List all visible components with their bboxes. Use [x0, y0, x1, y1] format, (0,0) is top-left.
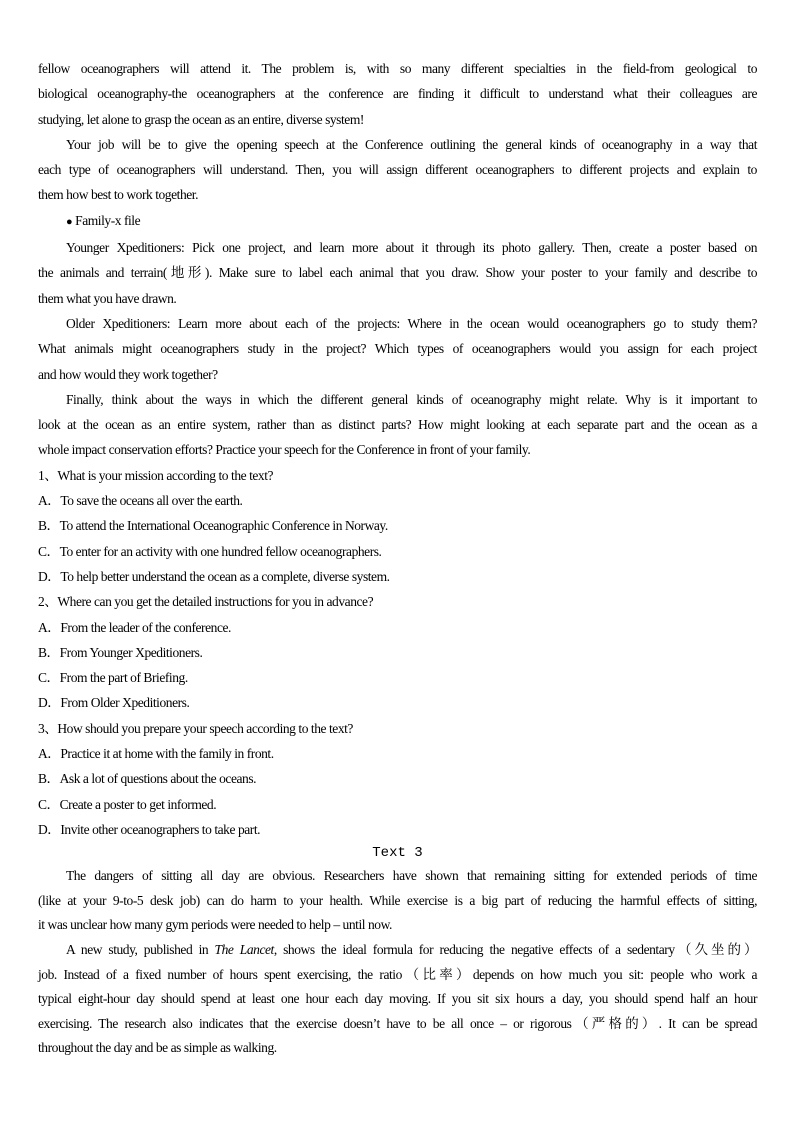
bullet-icon: ● — [66, 215, 73, 228]
text3-heading: Text 3 — [372, 845, 423, 862]
passage-paragraph-4 — [38, 311, 757, 387]
passage-line: biological oceanography-the oceanographers at the conference are finding it difficult to understand what their colleagues are — [38, 86, 757, 102]
question-2 — [38, 589, 757, 715]
question-3-option-d: D．Invite other oceanographers to take part. — [38, 821, 261, 837]
question-2-option-b: B．From Younger Xpeditioners. — [38, 644, 203, 660]
question-3-option-a: A．Practice it at home with the family in front. — [38, 746, 274, 762]
passage-line: Finally, think about the ways in which the different general kinds of oceanography might relate. Why is it important to — [66, 391, 757, 407]
lancet-journal-title: The Lancet — [214, 941, 274, 957]
question-2-option-c: C．From the part of Briefing. — [38, 670, 188, 686]
passage-line: typical eight-hour day should spend at least one hour each day moving. If you sit six hours a day, you should spend half an hour — [38, 991, 757, 1007]
question-2-option-d: D．From Older Xpeditioners. — [38, 695, 190, 711]
question-3 — [38, 716, 757, 842]
text3-paragraph-2 — [38, 938, 757, 1061]
passage-line: and how would they work together? — [38, 366, 218, 382]
passage-line — [38, 938, 757, 963]
question-1 — [38, 463, 757, 589]
passage-line: What animals might oceanographers study in the project? Which types of oceanographers would you assign for each project — [38, 341, 757, 357]
question-1-stem: 1、What is your mission according to the text? — [38, 467, 274, 483]
question-1-option-c: C．To enter for an activity with one hundred fellow oceanographers. — [38, 543, 382, 559]
passage-paragraph-5 — [38, 387, 757, 463]
bullet-line — [38, 208, 757, 235]
passage-line: whole impact conservation efforts? Practice your speech for the Conference in front of your family. — [38, 442, 531, 458]
text3-paragraph-1 — [38, 864, 757, 938]
passage-line: The dangers of sitting all day are obvious. Researchers have shown that remaining sitting for extended periods of time — [66, 868, 757, 884]
passage-paragraph-2 — [38, 132, 757, 208]
passage-line: Younger Xpeditioners: Pick one project, and learn more about it through its photo gallery. Then, create a poster based on — [66, 240, 757, 256]
passage-line: exercising. The research also indicates that the exercise doesn’t have to be all once – or rigorous（严格的）. It can be spread — [38, 1015, 757, 1031]
lancet-line-after: , shows the ideal formula for reducing the negative effects of a sedentary（久坐的） — [273, 941, 757, 957]
passage-line: fellow oceanographers will attend it. The problem is, with so many different specialties in the field-from geological to — [38, 61, 757, 76]
passage-line: it was unclear how many gym periods were needed to help – until now. — [38, 917, 392, 933]
question-3-stem: 3、How should you prepare your speech according to the text? — [38, 720, 353, 736]
question-3-option-b: B．Ask a lot of questions about the oceans. — [38, 771, 257, 787]
passage-line: each type of oceanographers will understand. Then, you will assign different oceanographers to different projects and explain to — [38, 162, 757, 178]
passage-line: look at the ocean as an entire system, rather than as distinct parts? How might looking at each separate part and the ocean as a — [38, 417, 757, 433]
passage-line: job. Instead of a fixed number of hours spent exercising, the ratio（比率）depends on how much you sit: people who work a — [38, 966, 757, 982]
question-1-option-a: A．To save the oceans all over the earth. — [38, 493, 243, 509]
passage-line: them how best to work together. — [38, 187, 199, 203]
passage-line: (like at your 9-to-5 desk job) can do harm to your health. While exercise is a big part of reducing the harmful effects of sitting, — [38, 892, 757, 908]
text3-section — [38, 842, 757, 1061]
passage-line: them what you have drawn. — [38, 290, 177, 306]
passage-line: throughout the day and be as simple as walking. — [38, 1040, 277, 1056]
passage-line: studying, let alone to grasp the ocean as an entire, diverse system! — [38, 111, 364, 127]
bullet-label: Family-x file — [75, 212, 141, 228]
question-1-option-b: B．To attend the International Oceanographic Conference in Norway. — [38, 518, 388, 534]
passage-line: Your job will be to give the opening speech at the Conference outlining the general kinds of oceanography in a way that — [66, 136, 757, 152]
passage-paragraph-1 — [38, 56, 757, 132]
question-2-stem: 2、Where can you get the detailed instructions for you in advance? — [38, 594, 374, 610]
passage-line: the animals and terrain(地形). Make sure to label each animal that you draw. Show your poster to your family and describe to — [38, 265, 757, 281]
question-2-option-a: A．From the leader of the conference. — [38, 619, 231, 635]
passage-paragraph-3 — [38, 235, 757, 311]
question-3-option-c: C．Create a poster to get informed. — [38, 796, 217, 812]
lancet-line-before: A new study, published in — [66, 941, 215, 957]
question-1-option-d: D．To help better understand the ocean as a complete, diverse system. — [38, 568, 390, 584]
passage-line: Older Xpeditioners: Learn more about each of the projects: Where in the ocean would oceanographers go to study them? — [66, 315, 757, 331]
